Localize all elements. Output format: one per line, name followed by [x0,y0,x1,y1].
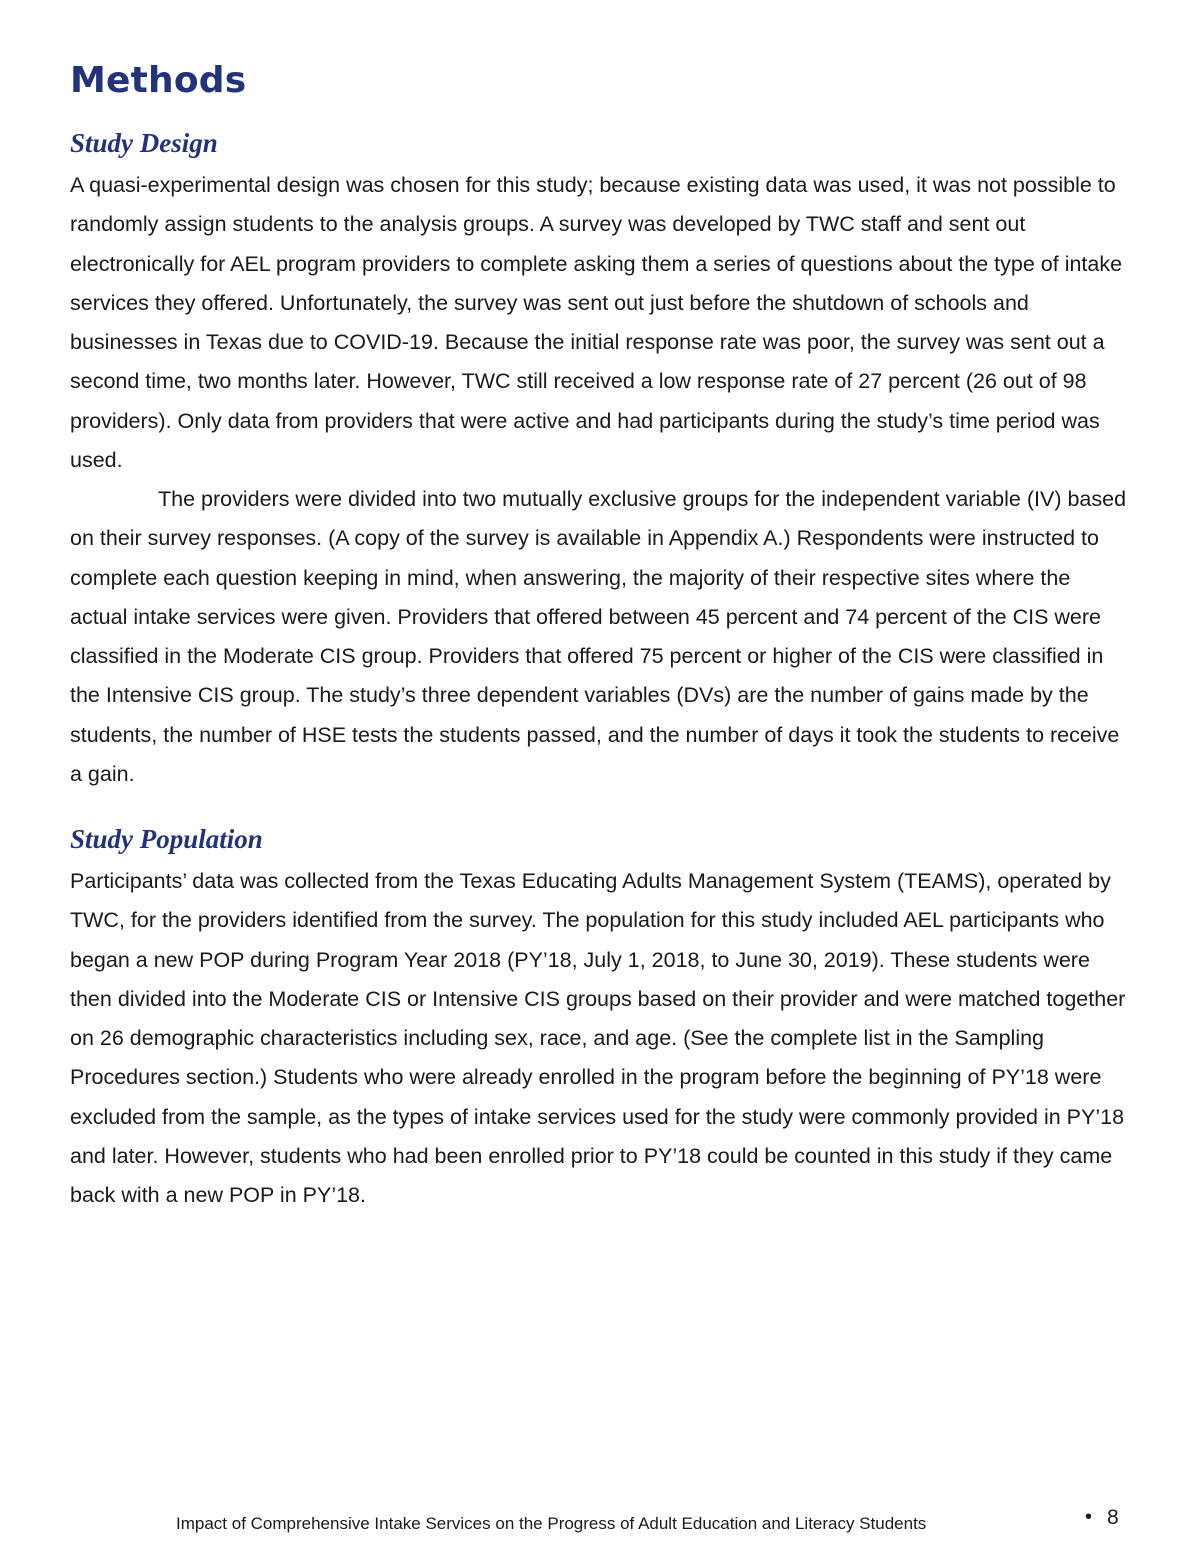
page-number: 8 [1107,1506,1119,1529]
study-design-heading: Study Design [70,128,218,158]
study-design-paragraph-1: A quasi-experimental design was chosen for this study; because existing data was used, it was not possible to randomly assign students to the analysis groups. A survey was developed by TWC staff and sent out electronically for AEL program providers to complete asking them a series of questions about the type of intake services they offered. Unfortunately, the survey was sent out just before the shutdown of schools and businesses in Texas due to COVID-19. Because the initial response rate was poor, the survey was sent out a second time, two months later. However, TWC still received a low response rate of 27 percent (26 out of 98 providers). Only data from providers that were active and had participants during the study’s time period was used. [70,173,1123,472]
study-design-paragraph-2: The providers were divided into two mutually exclusive groups for the independent variable (IV) based on their survey responses. (A copy of the survey is available in Appendix A.) Respondents were instructed to complete each question keeping in mind, when answering, the majority of their respective sites where the actual intake services were given. Providers that offered between 45 percent and 74 percent of the CIS were classified in the Moderate CIS group. Providers that offered 75 percent or higher of the CIS were classified in the Intensive CIS group. The study’s three dependent variables (DVs) are the number of gains made by the students, the number of HSE tests the students passed, and the number of days it took the students to receive a gain. [70,487,1127,786]
study-population-heading: Study Population [70,824,263,854]
page-heading: Methods [70,60,247,101]
footer-bullet: • [1085,1506,1093,1528]
footer-report-title: Impact of Comprehensive Intake Services on the Progress of Adult Education and Literacy Students [176,1514,927,1533]
study-population-paragraph-1: Participants’ data was collected from the Texas Educating Adults Management System (TEAMS), operated by TWC, for the providers identified from the survey. The population for this study included AEL participants who began a new POP during Program Year 2018 (PY’18, July 1, 2018, to June 30, 2019). These students were then divided into the Moderate CIS or Intensive CIS groups based on their provider and were matched together on 26 demographic characteristics including sex, race, and age. (See the complete list in the Sampling Procedures section.) Students who were already enrolled in the program before the beginning of PY’18 were excluded from the sample, as the types of intake services used for the study were commonly provided in PY’18 and later. However, students who had been enrolled prior to PY’18 could be counted in this study if they came back with a new POP in PY’18. [70,869,1126,1207]
